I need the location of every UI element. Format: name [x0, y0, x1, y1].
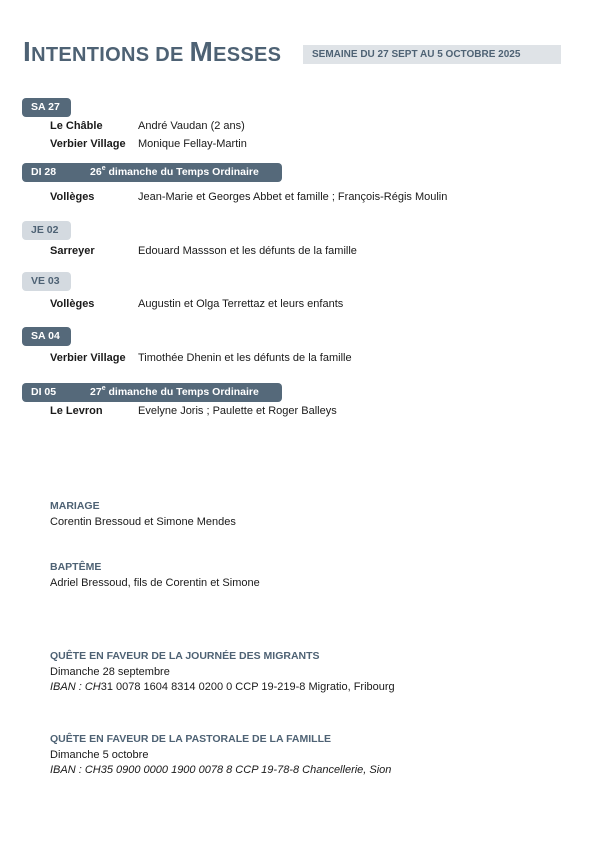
entry-intention: Monique Fellay-Martin — [138, 138, 247, 150]
quete-famille-date: Dimanche 5 octobre — [50, 749, 149, 761]
quete-famille-heading: QUÊTE EN FAVEUR DE LA PASTORALE DE LA FAMILLE — [50, 733, 331, 745]
day-badge-di05 — [22, 383, 282, 402]
entry-intention: Evelyne Joris ; Paulette et Roger Balleys — [138, 405, 337, 417]
sunday-title — [90, 383, 259, 402]
page-title — [23, 36, 281, 68]
title-initial-i: I — [23, 36, 32, 67]
entry-intention: Edouard Massson et les défunts de la famille — [138, 245, 357, 257]
sunday-number: 27 — [90, 386, 102, 398]
sunday-desc: dimanche du Temps Ordinaire — [105, 386, 259, 398]
title-initial-m: M — [189, 36, 214, 67]
mariage-text: Corentin Bressoud et Simone Mendes — [50, 516, 236, 528]
day-label: DI 28 — [31, 166, 57, 178]
iban-label: IBAN : CH — [50, 681, 101, 693]
day-badge-je02: JE 02 — [22, 221, 71, 240]
entry-place: Le Châble — [50, 120, 103, 132]
sunday-number: 26 — [90, 166, 102, 178]
sunday-desc: dimanche du Temps Ordinaire — [105, 166, 259, 178]
day-badge-ve03: VE 03 — [22, 272, 71, 291]
quete-famille-iban: IBAN : CH35 0900 0000 1900 0078 8 CCP 19-78-8 Chancellerie, Sion — [50, 764, 392, 776]
title-part-2: ESSES — [213, 44, 282, 66]
entry-intention: Timothée Dhenin et les défunts de la famille — [138, 352, 352, 364]
sunday-title — [90, 163, 259, 182]
bapteme-heading: BAPTÊME — [50, 561, 102, 573]
iban-details: 31 0078 1604 8314 0200 0 CCP 19-219-8 Migratio, Fribourg — [100, 681, 395, 693]
entry-intention: André Vaudan (2 ans) — [138, 120, 245, 132]
title-part-1: NTENTIONS DE — [31, 44, 190, 66]
quete-migrants-date: Dimanche 28 septembre — [50, 666, 170, 678]
entry-place: Vollèges — [50, 191, 95, 203]
ordinal-suffix: e — [101, 384, 106, 392]
mariage-heading: MARIAGE — [50, 500, 100, 512]
entry-intention: Augustin et Olga Terrettaz et leurs enfants — [138, 298, 344, 310]
day-badge-sa27: SA 27 — [22, 98, 71, 117]
day-badge-sa04: SA 04 — [22, 327, 71, 346]
entry-place: Verbier Village — [50, 352, 126, 364]
week-badge: SEMAINE DU 27 SEPT AU 5 OCTOBRE 2025 — [303, 45, 561, 64]
day-label: DI 05 — [31, 386, 57, 398]
bapteme-text: Adriel Bressoud, fils de Corentin et Simone — [50, 577, 260, 589]
entry-place: Vollèges — [50, 298, 95, 310]
entry-place: Verbier Village — [50, 138, 126, 150]
quete-migrants-iban — [50, 681, 395, 693]
entry-intention: Jean-Marie et Georges Abbet et famille ; François-Régis Moulin — [138, 191, 448, 203]
entry-place: Sarreyer — [50, 245, 95, 257]
day-badge-di28 — [22, 163, 282, 182]
entry-place: Le Levron — [50, 405, 103, 417]
quete-migrants-heading: QUÊTE EN FAVEUR DE LA JOURNÉE DES MIGRANTS — [50, 650, 320, 662]
ordinal-suffix: e — [101, 164, 106, 172]
